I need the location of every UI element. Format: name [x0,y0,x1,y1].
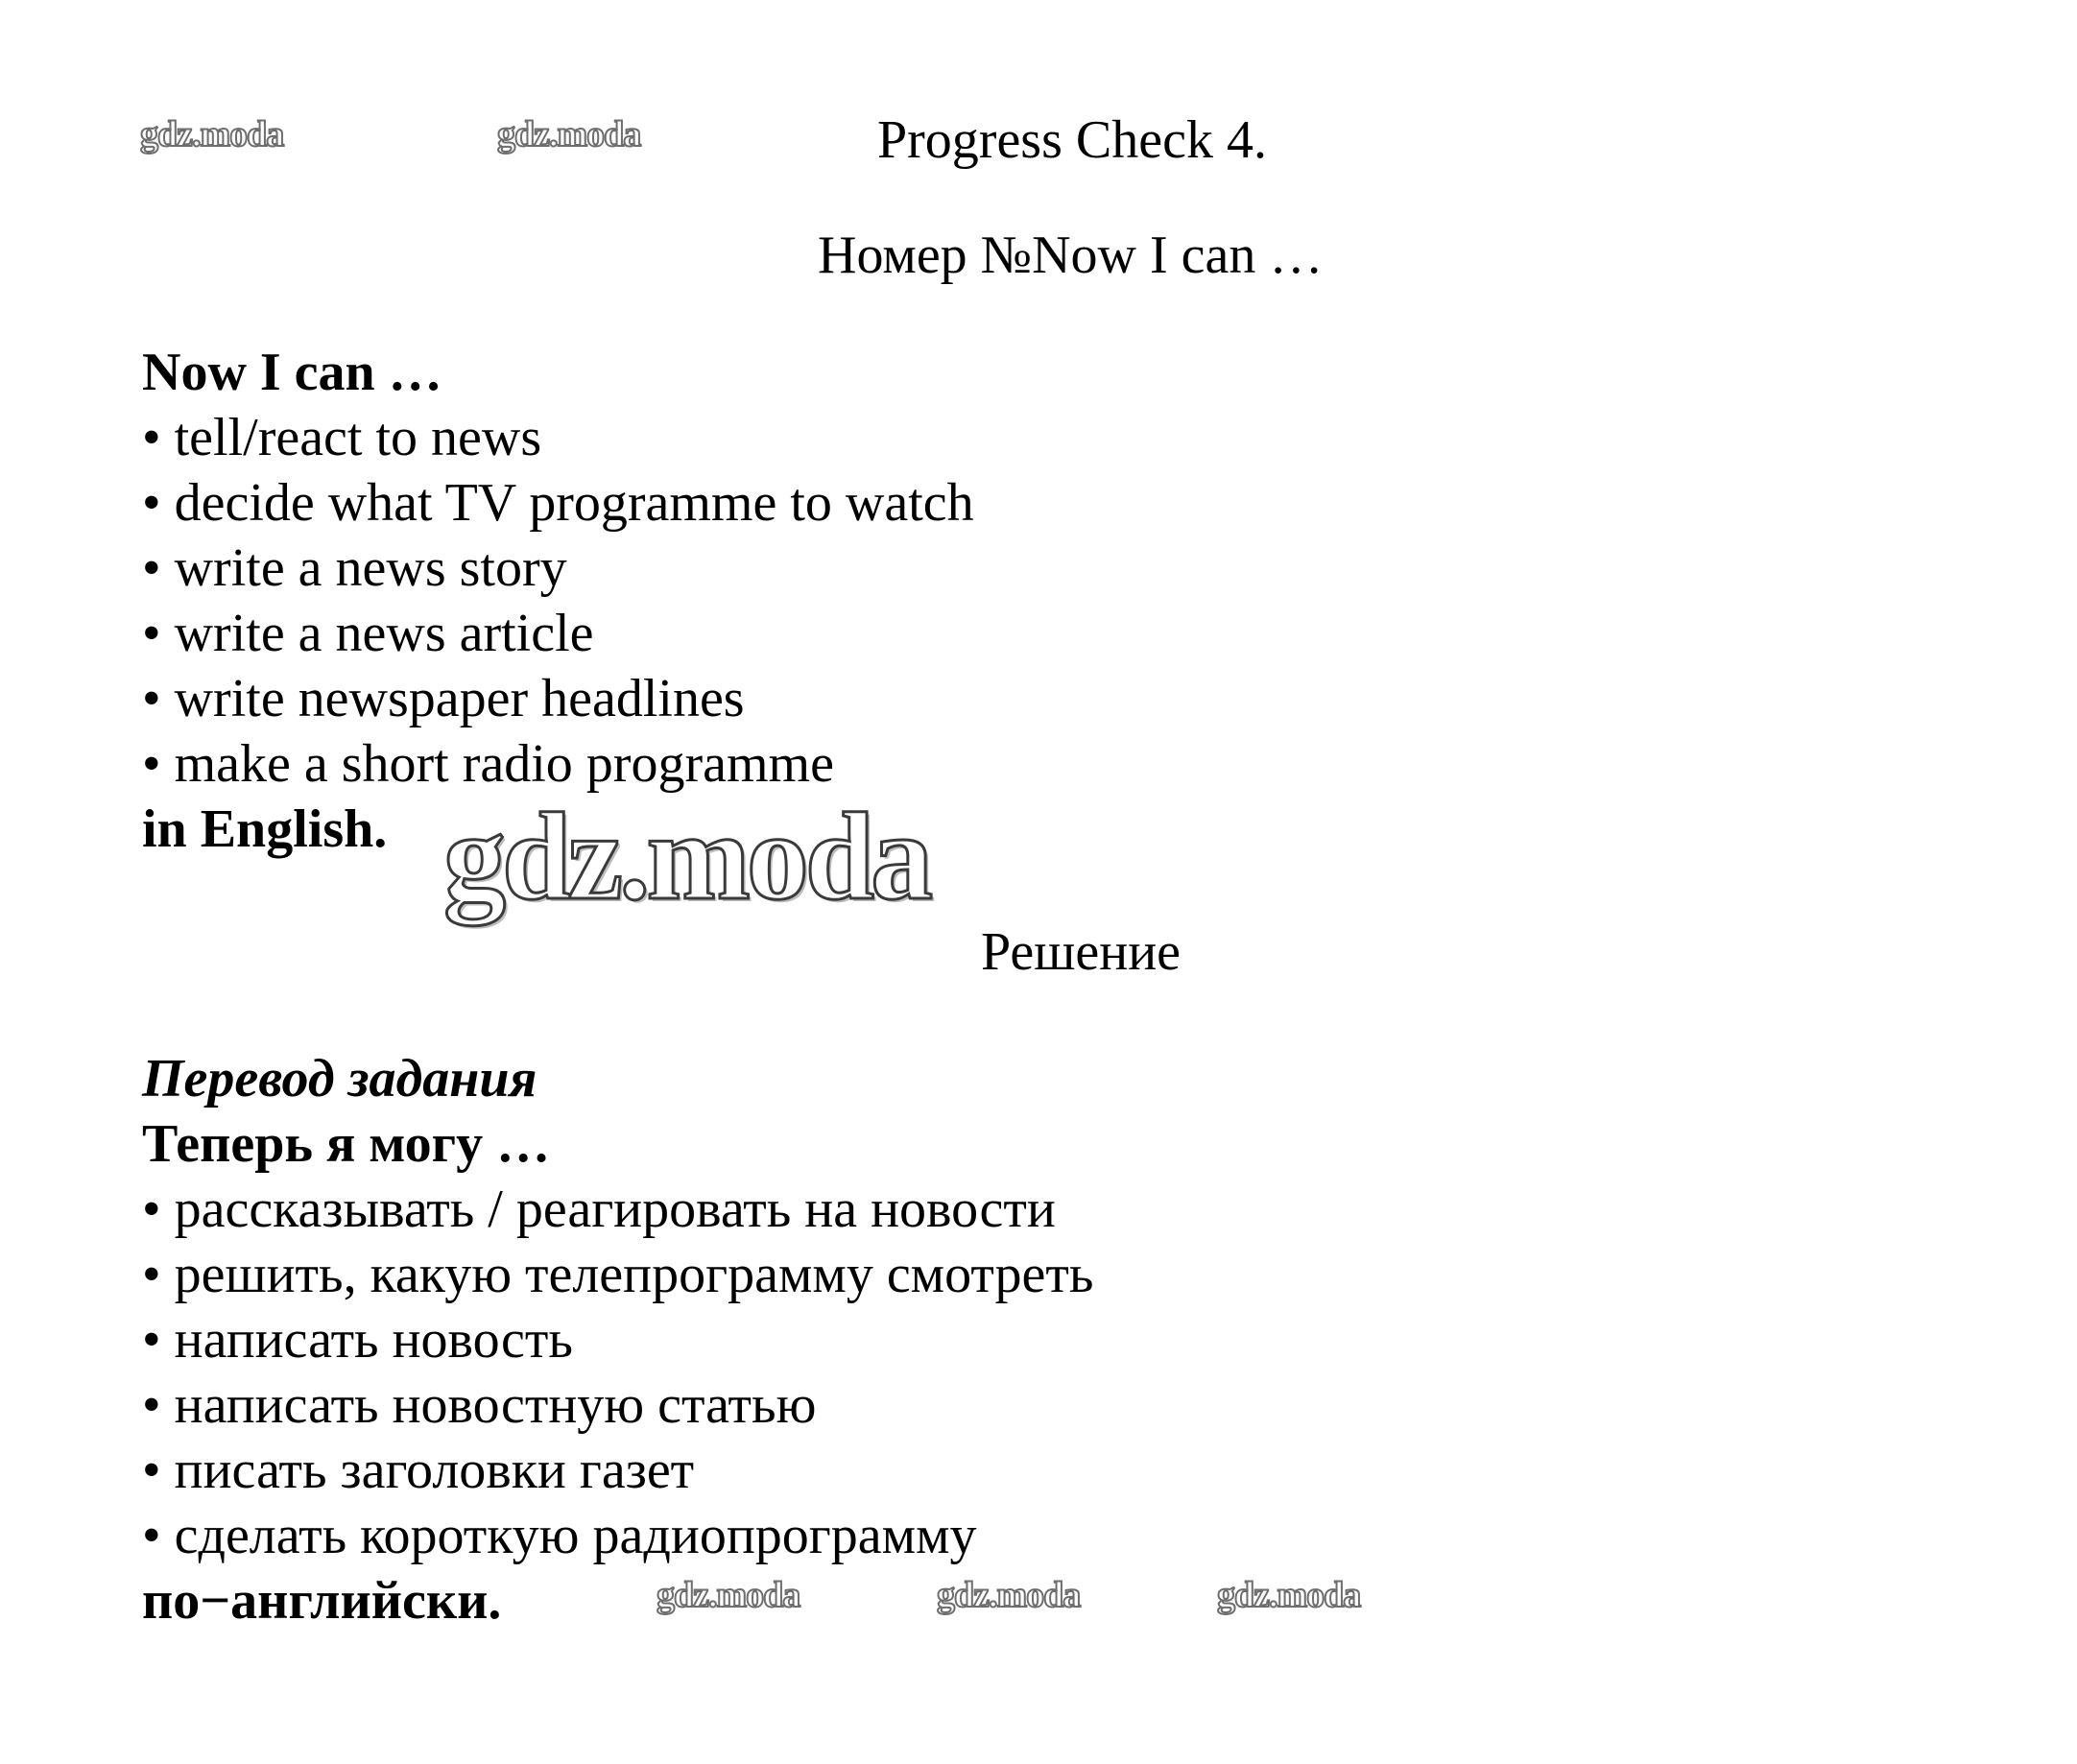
translation-item: • сделать короткую радиопрограмму [142,1506,977,1565]
task-heading: Now I can … [142,343,442,402]
translation-footer: по−английски. [142,1571,502,1631]
task-item: • write newspaper headlines [142,669,745,728]
watermark-bottom-1: gdz.moda [657,1575,800,1615]
translation-item: • рассказывать / реагировать на новости [142,1180,1056,1239]
task-item: • decide what TV programme to watch [142,473,974,533]
task-item: • make a short radio programme [142,734,834,794]
translation-item: • написать новость [142,1310,573,1370]
watermark-top-left-1: gdz.moda [140,114,284,155]
watermark-center-big: gdz.moda [443,788,930,926]
task-item: • write a news story [142,538,567,598]
watermark-top-left-2: gdz.moda [497,114,641,155]
task-item: • tell/react to news [142,408,542,467]
translation-item: • писать заголовки газет [142,1441,695,1500]
task-item: • write a news article [142,604,594,663]
translation-heading: Теперь я могу … [142,1114,551,1174]
translation-item: • написать новостную статью [142,1375,817,1435]
watermark-bottom-3: gdz.moda [1217,1575,1361,1615]
page-subtitle: Номер №Now I can … [818,226,1324,285]
solution-label: Решение [981,922,1182,982]
translation-title: Перевод задания [142,1049,537,1108]
page-title: Progress Check 4. [877,110,1267,170]
watermark-bottom-2: gdz.moda [937,1575,1081,1615]
translation-item: • решить, какую телепрограмму смотреть [142,1245,1094,1304]
task-footer: in English. [142,799,388,859]
